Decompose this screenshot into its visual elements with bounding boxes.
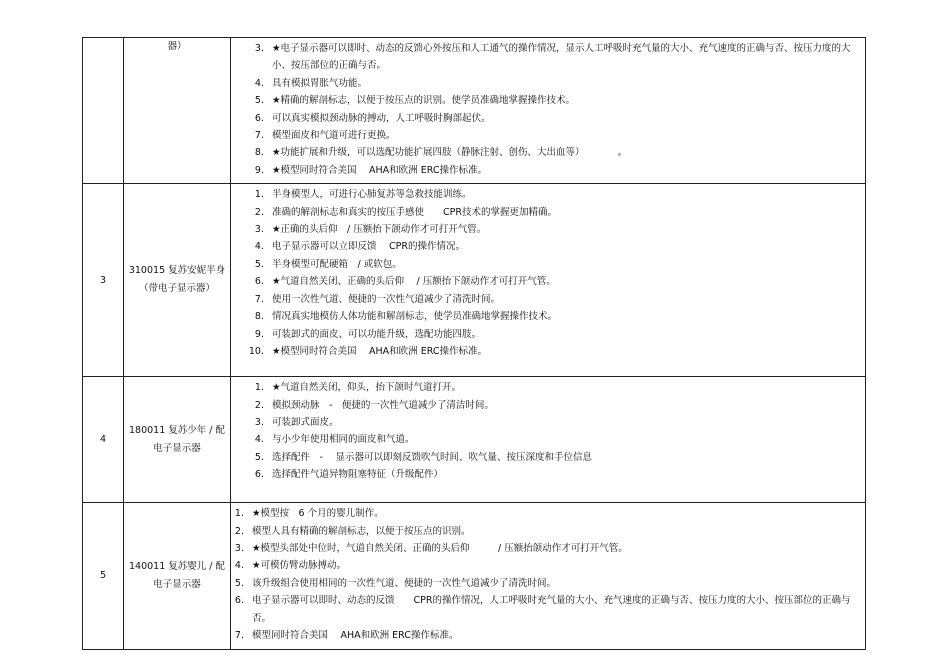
list-item xyxy=(231,414,865,431)
list-item xyxy=(231,204,865,221)
row-number xyxy=(83,38,124,184)
item-number: 2. xyxy=(254,206,264,218)
list-item xyxy=(231,40,865,75)
item-text: ★可模仿臂动脉搏动。 xyxy=(252,560,347,572)
item-number: 5. xyxy=(254,451,264,463)
list-item xyxy=(231,627,865,644)
item-text: 与小少年使用相同的面皮和气道。 xyxy=(272,434,415,446)
list-item xyxy=(231,449,865,466)
item-number: 6. xyxy=(254,276,264,288)
item-number: 4. xyxy=(234,560,244,572)
item-text: 该升级组合使用相同的一次性气道、便捷的一次性气道减少了清洗时间。 xyxy=(252,577,557,589)
item-text: 电子显示器可以即时、动态的反馈 CPR的操作情况，人工呼吸时充气量的大小、充气速度的正确与否、按压力度的大小、按压部位的正确与否。 xyxy=(252,595,851,624)
list-item xyxy=(231,186,865,203)
list-item xyxy=(231,557,865,574)
list-item xyxy=(231,308,865,325)
feature-list xyxy=(231,184,866,377)
item-text: 半身模型人，可进行心肺复苏等急救技能训练。 xyxy=(272,189,472,201)
list-item xyxy=(231,505,865,522)
item-number: 3. xyxy=(254,224,264,236)
item-text: 准确的解剖标志和真实的按压手感使 CPR技术的掌握更加精确。 xyxy=(272,206,557,218)
item-number: 2. xyxy=(254,399,264,411)
row-number: 5 xyxy=(83,503,124,649)
list-item xyxy=(231,592,865,627)
item-text: ★精确的解剖标志，以便于按压点的识别。使学员准确地掌握操作技术。 xyxy=(272,95,576,107)
product-name: 180011 复苏少年 / 配电子显示器 xyxy=(124,377,231,503)
product-name: 140011 复苏婴儿 / 配电子显示器 xyxy=(124,503,231,649)
item-number: 7. xyxy=(254,130,264,142)
row-number: 3 xyxy=(83,184,124,377)
item-number: 1. xyxy=(234,508,244,520)
item-number: 3. xyxy=(254,417,264,429)
list-item xyxy=(231,238,865,255)
item-text: ★模型同时符合美国 AHA和欧洲 ERC操作标准。 xyxy=(272,345,487,357)
list-item xyxy=(231,291,865,308)
list-item xyxy=(231,343,865,360)
item-number: 6. xyxy=(254,112,264,124)
list-item xyxy=(231,466,865,483)
list-item xyxy=(231,273,865,290)
item-text: ★电子显示器可以即时、动态的反馈心外按压和人工通气的操作情况，显示人工呼吸时充气量的大小、充气速度的正确与否、按压力度的大小、按压部位的正确与否。 xyxy=(272,43,851,72)
item-number: 4. xyxy=(254,77,264,89)
item-number: 5. xyxy=(254,95,264,107)
list-item xyxy=(231,575,865,592)
item-text: ★正确的头后仰 / 压额抬下颌动作才可打开气管。 xyxy=(272,224,487,236)
item-text: 可以真实模拟颈动脉的搏动，人工呼吸时胸部起伏。 xyxy=(272,112,491,124)
item-text: ★模型同时符合美国 AHA和欧洲 ERC操作标准。 xyxy=(272,164,487,176)
item-text: 模型面皮和气道可进行更换。 xyxy=(272,130,396,142)
feature-list xyxy=(231,377,866,503)
list-item xyxy=(231,127,865,144)
item-text: 模型同时符合美国 AHA和欧洲 ERC操作标准。 xyxy=(252,630,459,642)
product-name: 器） xyxy=(124,38,231,184)
item-text: 可装卸式的面皮、可以功能升级，选配功能四肢。 xyxy=(272,328,482,340)
item-text: 情况真实地模仿人体功能和解剖标志，使学员准确地掌握操作技术。 xyxy=(272,311,558,323)
item-number: 9. xyxy=(254,328,264,340)
table-row xyxy=(83,503,866,649)
table-row xyxy=(83,377,866,503)
list-item xyxy=(231,144,865,161)
item-number: 9. xyxy=(254,164,264,176)
item-text: ★气道自然关闭、正确的头后仰 / 压额抬下颌动作才可打开气管。 xyxy=(272,276,556,288)
list-item xyxy=(231,326,865,343)
item-text: 电子显示器可以立即反馈 CPR的操作情况。 xyxy=(272,241,465,253)
item-number: 5. xyxy=(254,258,264,270)
list-item xyxy=(231,379,865,396)
item-number: 4. xyxy=(254,434,264,446)
list-item xyxy=(231,256,865,273)
item-number: 8. xyxy=(254,311,264,323)
list-item xyxy=(231,523,865,540)
table-row xyxy=(83,184,866,377)
item-number: 3. xyxy=(234,543,244,555)
list-item xyxy=(231,162,865,179)
item-text: 选择配件 - 显示器可以即刻反馈吹气时间、吹气量、按压深度和手位信息 xyxy=(272,451,592,463)
spec-table xyxy=(82,37,866,650)
item-number: 3. xyxy=(254,43,264,54)
list-item xyxy=(231,110,865,127)
feature-list xyxy=(231,38,866,184)
item-number: 1. xyxy=(254,189,264,201)
item-number: 10. xyxy=(248,345,264,357)
list-item xyxy=(231,397,865,414)
item-number: 5. xyxy=(234,577,244,589)
item-number: 6. xyxy=(234,595,244,607)
spec-sheet xyxy=(82,37,865,650)
item-text: ★气道自然关闭，仰头，抬下颌时气道打开。 xyxy=(272,382,462,394)
item-number: 6. xyxy=(254,469,264,481)
list-item xyxy=(231,75,865,92)
item-text: 模拟颈动脉 - 便捷的一次性气道减少了清洁时间。 xyxy=(272,399,494,411)
item-text: 可装卸式面皮。 xyxy=(272,417,339,429)
item-text: 使用一次性气道、便捷的一次性气道减少了清洗时间。 xyxy=(272,293,501,305)
list-item xyxy=(231,221,865,238)
feature-list xyxy=(231,503,866,649)
item-number: 7. xyxy=(234,630,244,642)
list-item xyxy=(231,92,865,109)
item-text: 具有模拟胃胀气功能。 xyxy=(272,77,368,89)
list-item xyxy=(231,431,865,448)
item-number: 7. xyxy=(254,293,264,305)
item-text: 模型人具有精确的解剖标志，以便于按压点的识别。 xyxy=(252,525,471,537)
item-number: 4. xyxy=(254,241,264,253)
table-row xyxy=(83,38,866,184)
item-text: ★模型头部处中位时，气道自然关闭、正确的头后仰 / 压额抬颌动作才可打开气管。 xyxy=(252,543,628,555)
item-number: 8. xyxy=(254,147,264,159)
row-number: 4 xyxy=(83,377,124,503)
item-text: ★模型按 6 个月的婴儿制作。 xyxy=(252,508,384,520)
list-item xyxy=(231,540,865,557)
item-text: 选择配件气道异物阻塞特征（升级配件） xyxy=(272,469,444,481)
item-text: ★功能扩展和升级，可以选配功能扩展四肢（静脉注射、创伤、大出血等） 。 xyxy=(272,147,628,159)
product-name: 310015 复苏安妮半身（带电子显示器） xyxy=(124,184,231,377)
item-number: 1. xyxy=(254,382,264,394)
item-number: 2. xyxy=(234,525,244,537)
item-text: 半身模型可配硬箱 / 或软包。 xyxy=(272,258,402,270)
